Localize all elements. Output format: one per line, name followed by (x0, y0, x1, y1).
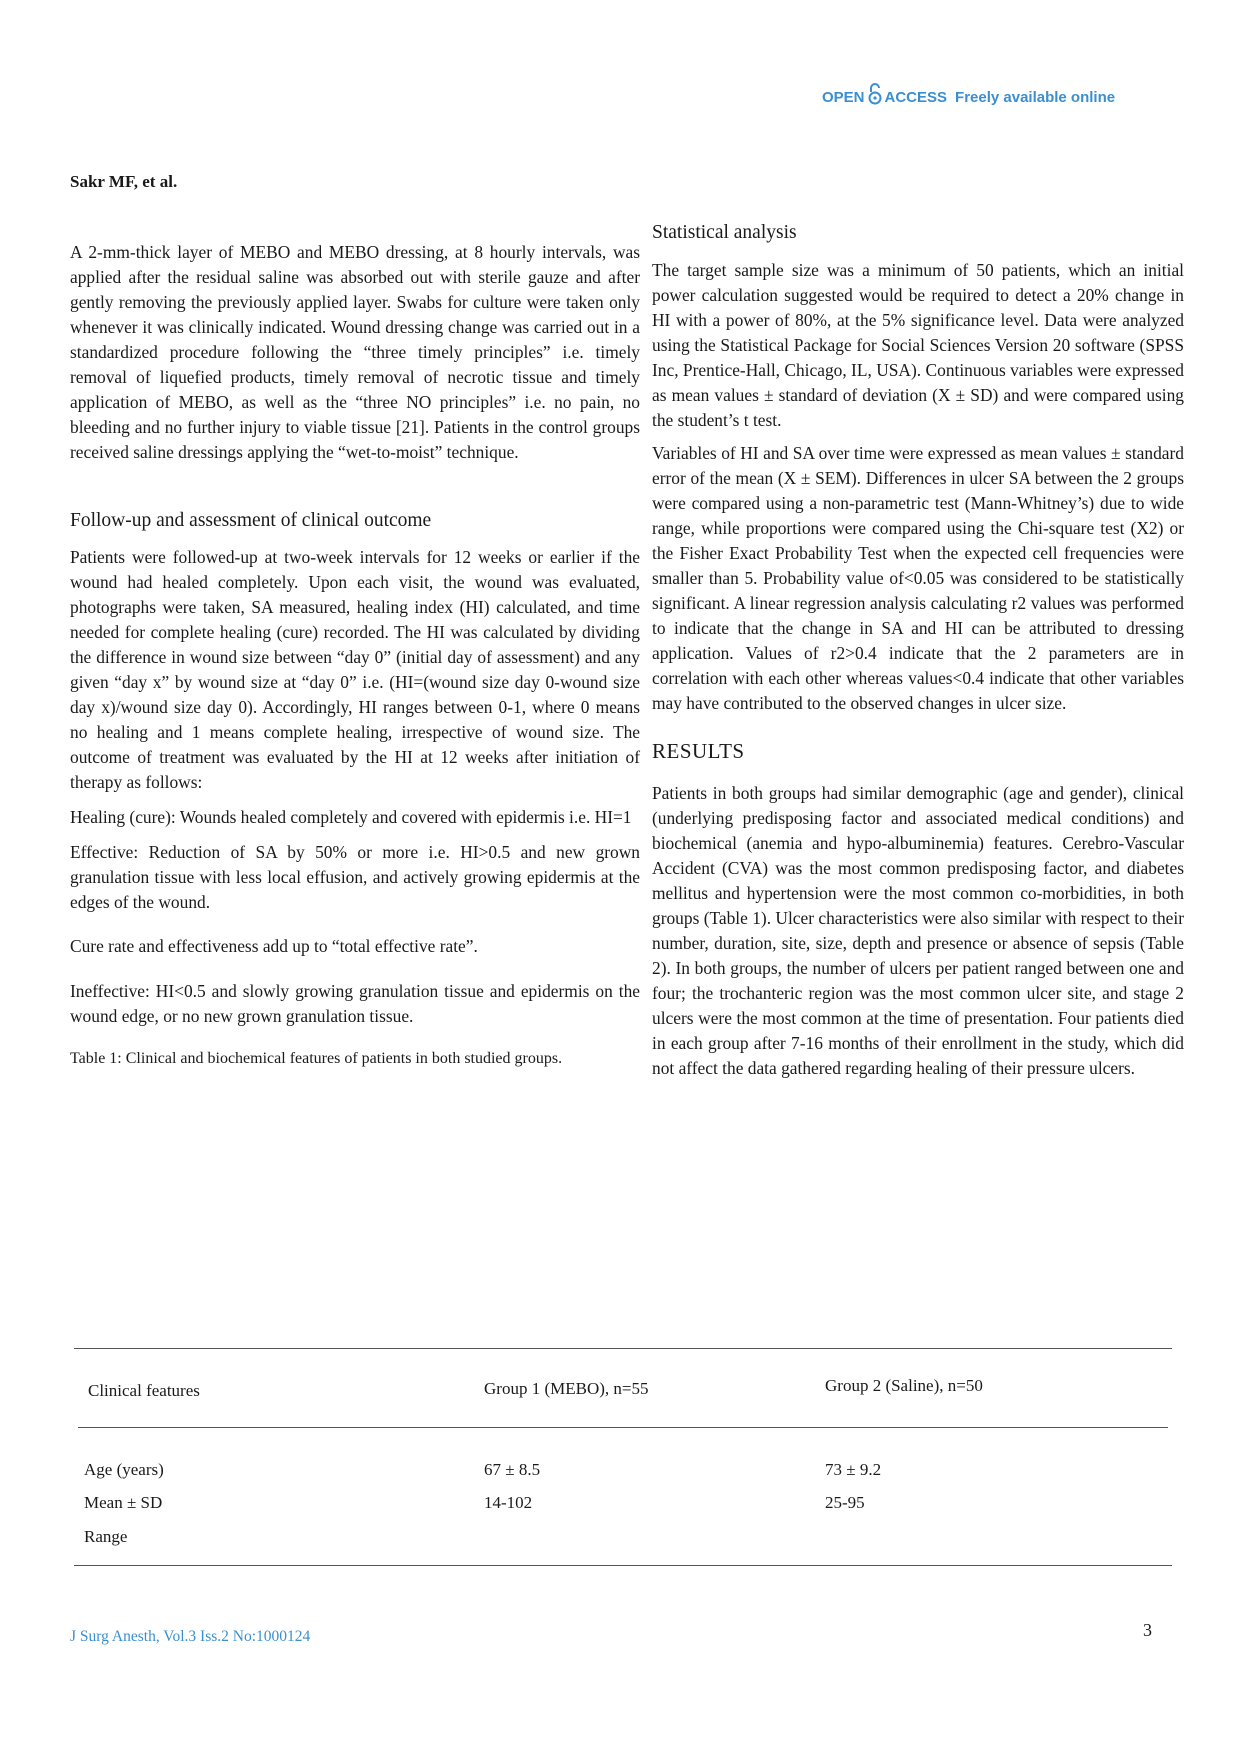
author-running-head: Sakr MF, et al. (70, 172, 178, 191)
results-heading: RESULTS (652, 739, 745, 763)
row-label-mean-sd: Mean ± SD (84, 1493, 163, 1512)
open-lock-icon (868, 83, 882, 109)
group-2-age-value: 73 ± 9.2 (825, 1460, 882, 1479)
group-1-age-value: 67 ± 8.5 (484, 1460, 541, 1479)
followup-heading: Follow-up and assessment of clinical outcome (70, 510, 432, 531)
results-paragraph: Patients in both groups had similar demographic (age and gender), clinical (underlying predisposing factor and associated medical conditions) and biochemical (anemia and hypo-albuminemia) features. Cerebro-Vascular Accident (CVA) was the most common predisposing factor, and diabetes mellitus and hypertension were the most common co-morbidities, in both groups (Table 1). Ulcer characteristics were also similar with respect to their number, duration, site, size, depth and presence or absence of sepsis (Table 2). In both groups, the number of ulcers per patient ranged between one and four; the trochanteric region was the most common ulcer site, and stage 2 ulcers were the most common at the time of presentation. Four patients died in each group after 7-16 months of their enrollment in the study, which did not affect the data gathered regarding healing of their pressure ulcers. (652, 783, 1184, 1078)
statistics-paragraph-2: Variables of HI and SA over time were expressed as mean values ± standard error of the mean (X ± SEM). Differences in ulcer SA between the 2 groups were compared using a non-parametric test (Mann-Whitney’s) due to wide range, while proportions were compared using the Chi-square test (X2) or the Fisher Exact Probability Test when the expected cell frequencies were smaller than 5. Probability value of<0.05 was considered to be statistically significant. A linear regression analysis calculating r2 values was performed to indicate that the change in SA and HI can be attributed to dressing application. Values of r2>0.4 indicate that the 2 parameters are in correlation with each other whereas values<0.4 indicate that other variables may have contributed to the observed changes in ulcer size. (652, 443, 1184, 713)
header-clinical-features: Clinical features (88, 1381, 200, 1400)
right-column (652, 220, 1184, 1081)
header-group-1: Group 1 (MEBO), n=55 (484, 1379, 649, 1398)
healing-definition: Healing (cure): Wounds healed completely and covered with epidermis i.e. HI=1 (70, 807, 632, 827)
dressing-paragraph: A 2-mm-thick layer of MEBO and MEBO dressing, at 8 hourly intervals, was applied after the residual saline was absorbed out with sterile gauze and after gently removing the previously applied layer. Swabs for culture were taken only whenever it was clinically indicated. Wound dressing change was carried out in a standardized procedure following the “three timely principles” i.e. timely removal of liquefied products, timely removal of necrotic tissue and timely application of MEBO, as well as the “three NO principles” i.e. no pain, no bleeding and no further injury to viable tissue [21]. Patients in the control groups received saline dressings applying the “wet-to-moist” technique. (70, 242, 640, 462)
table-caption: Table 1: Clinical and biochemical features of patients in both studied groups. (70, 1050, 563, 1067)
open-label: OPEN (822, 88, 865, 106)
freely-available-label: Freely available online (955, 88, 1116, 106)
table-1 (74, 1348, 1172, 1566)
access-label: ACCESS (884, 88, 948, 106)
group-1-range-value: 14-102 (484, 1493, 533, 1512)
open-access-banner (822, 84, 1115, 110)
statistical-analysis-heading: Statistical analysis (652, 222, 797, 243)
row-label-range: Range (84, 1527, 128, 1546)
group-2-range-value: 25-95 (825, 1493, 865, 1512)
effective-definition: Effective: Reduction of SA by 50% or more i.e. HI>0.5 and new grown granulation tissue with less local effusion, and actively growing epidermis at the edges of the wound. (70, 842, 640, 912)
page-number: 3 (1143, 1620, 1152, 1640)
table-header-row (78, 1349, 1168, 1428)
statistics-paragraph-1: The target sample size was a minimum of 50 patients, which an initial power calculation suggested would be required to detect a 20% change in HI with a power of 80%, at the 5% significance level. Data were analyzed using the Statistical Package for Social Sciences Version 20 software (SPSS Inc, Prentice-Hall, Chicago, IL, USA). Continuous variables were expressed as mean values ± standard of deviation (X ± SD) and were compared using the student’s t test. (652, 260, 1184, 430)
left-column (70, 240, 640, 1070)
followup-paragraph: Patients were followed-up at two-week intervals for 12 weeks or earlier if the wound had healed completely. Upon each visit, the wound was evaluated, photographs were taken, SA measured, healing index (HI) calculated, and time needed for complete healing (cure) recorded. The HI was calculated by dividing the difference in wound size between “day 0” (initial day of assessment) and any given “day x” by wound size at “day 0” i.e. (HI=(wound size day 0-wound size day x)/wound size day 0). Accordingly, HI ranges between 0-1, where 0 means no healing and 1 means complete healing, irrespective of wound size. The outcome of treatment was evaluated by the HI at 12 weeks after initiation of therapy as follows: (70, 547, 640, 792)
journal-citation: J Surg Anesth, Vol.3 Iss.2 No:1000124 (70, 1628, 311, 1645)
header-group-2: Group 2 (Saline), n=50 (825, 1376, 983, 1395)
cure-rate-note: Cure rate and effectiveness add up to “total effective rate”. (70, 936, 478, 956)
ineffective-definition: Ineffective: HI<0.5 and slowly growing granulation tissue and epidermis on the wound edge, or no new grown granulation tissue. (70, 981, 640, 1026)
row-label-age: Age (years) (84, 1460, 164, 1479)
